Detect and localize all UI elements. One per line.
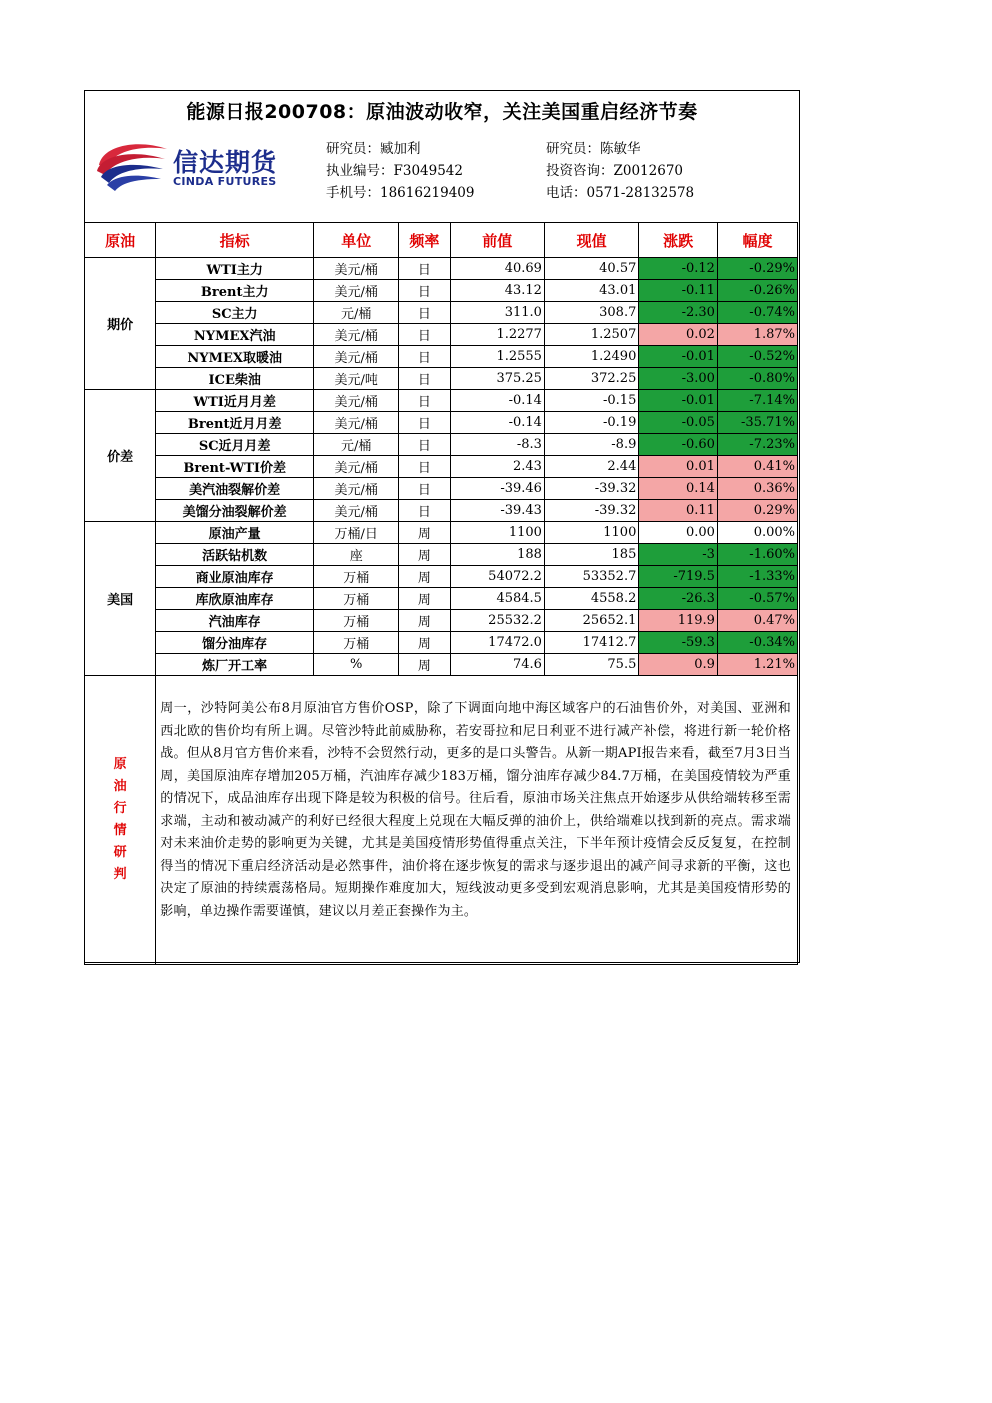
current-value: 4558.2 (544, 588, 638, 610)
previous-value: 1100 (450, 522, 544, 544)
previous-value: 1.2555 (450, 346, 544, 368)
indicator-name: 美汽油裂解价差 (156, 478, 314, 500)
unit-cell: 万桶 (314, 610, 399, 632)
frequency-cell: 周 (399, 654, 450, 676)
header-cell: 幅度 (717, 223, 797, 258)
current-value: 17412.7 (544, 632, 638, 654)
category-cell: 期价 (85, 258, 156, 390)
header-cell: 现值 (544, 223, 638, 258)
current-value: -0.19 (544, 412, 638, 434)
unit-cell: 元/桶 (314, 302, 399, 324)
change-percent: 0.36% (717, 478, 797, 500)
indicator-name: Brent近月月差 (156, 412, 314, 434)
indicator-name: 美馏分油裂解价差 (156, 500, 314, 522)
unit-cell: 美元/吨 (314, 368, 399, 390)
change-percent: -0.34% (717, 632, 797, 654)
previous-value: 2.43 (450, 456, 544, 478)
indicator-name: NYMEX汽油 (156, 324, 314, 346)
change-percent: 1.87% (717, 324, 797, 346)
analysis-label-text: 原油行情研判 (113, 757, 127, 882)
researcher-left-phone: 手机号：18616219409 (326, 185, 475, 201)
unit-cell: 美元/桶 (314, 324, 399, 346)
indicator-name: 原油产量 (156, 522, 314, 544)
change-value: -0.01 (639, 390, 718, 412)
indicator-name: 汽油库存 (156, 610, 314, 632)
unit-cell: 美元/桶 (314, 456, 399, 478)
change-percent: 0.29% (717, 500, 797, 522)
frequency-cell: 日 (399, 368, 450, 390)
logo-english-text: CINDA FUTURES (173, 175, 277, 188)
unit-cell: 美元/桶 (314, 500, 399, 522)
change-percent: 0.47% (717, 610, 797, 632)
current-value: -39.32 (544, 478, 638, 500)
previous-value: -0.14 (450, 390, 544, 412)
frequency-cell: 周 (399, 632, 450, 654)
previous-value: 375.25 (450, 368, 544, 390)
indicator-name: Brent主力 (156, 280, 314, 302)
indicator-name: SC近月月差 (156, 434, 314, 456)
change-percent: -0.52% (717, 346, 797, 368)
change-value: -0.01 (639, 346, 718, 368)
current-value: -0.15 (544, 390, 638, 412)
unit-cell: 座 (314, 544, 399, 566)
change-value: -3.00 (639, 368, 718, 390)
change-value: -2.30 (639, 302, 718, 324)
change-percent: -0.29% (717, 258, 797, 280)
table-row (85, 588, 798, 610)
change-value: -0.11 (639, 280, 718, 302)
researcher-left-name: 研究员：臧加利 (326, 141, 421, 157)
current-value: -39.32 (544, 500, 638, 522)
indicator-name: 商业原油库存 (156, 566, 314, 588)
frequency-cell: 周 (399, 522, 450, 544)
change-percent: -1.33% (717, 566, 797, 588)
indicator-name: ICE柴油 (156, 368, 314, 390)
table-row (85, 434, 798, 456)
change-value: 0.02 (639, 324, 718, 346)
header-cell: 原油 (85, 223, 156, 258)
frequency-cell: 日 (399, 478, 450, 500)
previous-value: -0.14 (450, 412, 544, 434)
indicator-name: 馏分油库存 (156, 632, 314, 654)
header-cell: 单位 (314, 223, 399, 258)
table-row (85, 500, 798, 522)
indicator-name: 活跃钻机数 (156, 544, 314, 566)
change-percent: 0.41% (717, 456, 797, 478)
header-cell: 指标 (156, 223, 314, 258)
indicator-name: Brent-WTI价差 (156, 456, 314, 478)
analysis-text: 周一，沙特阿美公布8月原油官方售价OSP，除了下调面向地中海区域客户的石油售价外，对美国、亚洲和西北欧的售价均有所上调。尽管沙特此前威胁称，若安哥拉和尼日利亚不进行减产补偿，将进行新一轮价格战。但从8月官方售价来看，沙特不会贸然行动，更多的是口头警告。从新一期API报告来看，截至7月3日当周，美国原油库存增加205万桶，汽油库存减少183万桶，馏分油库存减少84.7万桶，在美国疫情较为严重的情况下，成品油库存出现下降是较为积极的信号。往后看，原油市场关注焦点开始逐步从供给端转移至需求端，主动和被动减产的利好已经很大程度上兑现在大幅反弹的油价上，供给端难以找到新的亮点。需求端对未来油价走势的影响更为关键，尤其是美国疫情形势值得重点关注，下半年预计疫情会反反复复，在控制得当的情况下重启经济活动是必然事件，油价将在逐步恢复的需求与逐步退出的减产间寻求新的平衡，这也决定了原油的持续震荡格局。短期操作难度加大，短线波动更多受到宏观消息影响，尤其是美国疫情形势的影响，单边操作需要谨慎，建议以月差正套操作为主。 (156, 676, 798, 965)
change-value: -59.3 (639, 632, 718, 654)
change-value: 0.11 (639, 500, 718, 522)
table-row (85, 258, 798, 280)
unit-cell: 万桶 (314, 566, 399, 588)
frequency-cell: 日 (399, 500, 450, 522)
change-percent: -0.80% (717, 368, 797, 390)
current-value: 308.7 (544, 302, 638, 324)
change-value: -0.60 (639, 434, 718, 456)
table-row (85, 478, 798, 500)
researcher-right-license: 投资咨询：Z0012670 (546, 163, 684, 179)
previous-value: 311.0 (450, 302, 544, 324)
change-percent: -7.14% (717, 390, 797, 412)
change-percent: -0.26% (717, 280, 797, 302)
table-row (85, 390, 798, 412)
frequency-cell: 周 (399, 566, 450, 588)
company-logo (93, 137, 283, 193)
indicator-table (84, 222, 798, 965)
table-row (85, 346, 798, 368)
change-value: 0.14 (639, 478, 718, 500)
change-percent: 0.00% (717, 522, 797, 544)
current-value: 185 (544, 544, 638, 566)
table-row (85, 324, 798, 346)
change-percent: 1.21% (717, 654, 797, 676)
change-value: -26.3 (639, 588, 718, 610)
table-row (85, 654, 798, 676)
current-value: 1.2507 (544, 324, 638, 346)
unit-cell: % (314, 654, 399, 676)
change-value: 0.00 (639, 522, 718, 544)
previous-value: 54072.2 (450, 566, 544, 588)
frequency-cell: 日 (399, 390, 450, 412)
analysis-label (85, 676, 156, 965)
frequency-cell: 日 (399, 324, 450, 346)
change-percent: -0.57% (717, 588, 797, 610)
frequency-cell: 日 (399, 346, 450, 368)
frequency-cell: 日 (399, 412, 450, 434)
table-row (85, 368, 798, 390)
previous-value: -39.46 (450, 478, 544, 500)
table-row (85, 632, 798, 654)
current-value: 25652.1 (544, 610, 638, 632)
unit-cell: 美元/桶 (314, 346, 399, 368)
current-value: 53352.7 (544, 566, 638, 588)
cinda-logo-icon (93, 137, 171, 193)
indicator-name: WTI主力 (156, 258, 314, 280)
analysis-row (85, 676, 798, 965)
table-header-row (85, 223, 798, 258)
previous-value: 4584.5 (450, 588, 544, 610)
researcher-right-name: 研究员：陈敏华 (546, 141, 641, 157)
category-cell: 价差 (85, 390, 156, 522)
researcher-right-phone: 电话：0571-28132578 (546, 185, 695, 201)
indicator-name: WTI近月月差 (156, 390, 314, 412)
indicator-name: 库欣原油库存 (156, 588, 314, 610)
change-value: 0.9 (639, 654, 718, 676)
previous-value: 17472.0 (450, 632, 544, 654)
current-value: 40.57 (544, 258, 638, 280)
current-value: 75.5 (544, 654, 638, 676)
change-percent: -0.74% (717, 302, 797, 324)
change-value: -719.5 (639, 566, 718, 588)
table-row (85, 412, 798, 434)
change-value: -3 (639, 544, 718, 566)
frequency-cell: 周 (399, 544, 450, 566)
table-row (85, 280, 798, 302)
change-percent: -35.71% (717, 412, 797, 434)
previous-value: 188 (450, 544, 544, 566)
header-cell: 涨跌 (639, 223, 718, 258)
current-value: 1100 (544, 522, 638, 544)
current-value: 43.01 (544, 280, 638, 302)
unit-cell: 美元/桶 (314, 258, 399, 280)
logo-chinese-text: 信达期货 (173, 148, 278, 177)
unit-cell: 万桶/日 (314, 522, 399, 544)
report-title: 能源日报200708：原油波动收窄，关注美国重启经济节奏 (186, 101, 698, 123)
change-value: -0.05 (639, 412, 718, 434)
table-row (85, 610, 798, 632)
table-row (85, 544, 798, 566)
previous-value: -8.3 (450, 434, 544, 456)
previous-value: 40.69 (450, 258, 544, 280)
indicator-name: 炼厂开工率 (156, 654, 314, 676)
frequency-cell: 周 (399, 588, 450, 610)
current-value: -8.9 (544, 434, 638, 456)
current-value: 372.25 (544, 368, 638, 390)
frequency-cell: 日 (399, 302, 450, 324)
previous-value: -39.43 (450, 500, 544, 522)
table-row (85, 302, 798, 324)
change-value: 0.01 (639, 456, 718, 478)
unit-cell: 美元/桶 (314, 478, 399, 500)
previous-value: 1.2277 (450, 324, 544, 346)
header-cell: 前值 (450, 223, 544, 258)
frequency-cell: 周 (399, 610, 450, 632)
change-value: -0.12 (639, 258, 718, 280)
change-value: 119.9 (639, 610, 718, 632)
previous-value: 43.12 (450, 280, 544, 302)
indicator-name: SC主力 (156, 302, 314, 324)
current-value: 1.2490 (544, 346, 638, 368)
header-cell: 频率 (399, 223, 450, 258)
unit-cell: 万桶 (314, 588, 399, 610)
researcher-left-license: 执业编号：F3049542 (326, 163, 463, 179)
table-row (85, 566, 798, 588)
indicator-name: NYMEX取暖油 (156, 346, 314, 368)
frequency-cell: 日 (399, 258, 450, 280)
change-percent: -1.60% (717, 544, 797, 566)
unit-cell: 万桶 (314, 632, 399, 654)
unit-cell: 美元/桶 (314, 390, 399, 412)
previous-value: 25532.2 (450, 610, 544, 632)
report-sheet (84, 90, 800, 963)
change-percent: -7.23% (717, 434, 797, 456)
current-value: 2.44 (544, 456, 638, 478)
unit-cell: 美元/桶 (314, 280, 399, 302)
category-cell: 美国 (85, 522, 156, 676)
frequency-cell: 日 (399, 456, 450, 478)
previous-value: 74.6 (450, 654, 544, 676)
frequency-cell: 日 (399, 434, 450, 456)
table-row (85, 456, 798, 478)
unit-cell: 元/桶 (314, 434, 399, 456)
unit-cell: 美元/桶 (314, 412, 399, 434)
table-row (85, 522, 798, 544)
frequency-cell: 日 (399, 280, 450, 302)
